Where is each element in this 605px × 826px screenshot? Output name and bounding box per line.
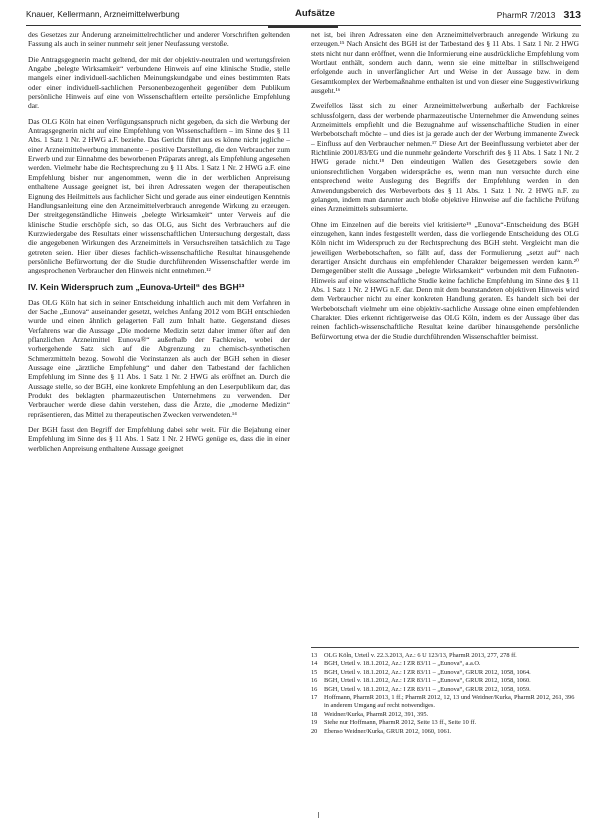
header-section-tab — [268, 26, 338, 28]
footnote-number: 18 — [311, 710, 318, 718]
header-journal-issue: PharmR 7/2013 — [496, 10, 556, 20]
footnote-number: 19 — [311, 719, 318, 727]
paragraph: Der BGH fasst den Begriff der Empfehlung dabei sehr weit. Für die Bejahung einer Empfehlung im Sinne des § 11 Abs. 1 Satz 1 Nr. 2 HWG genüge es, dass die in einer werblichen Anpreisung enthaltene Aussage geeignet — [28, 425, 290, 453]
footnote-number: 20 — [311, 727, 318, 735]
paragraph: des Gesetzes zur Änderung arzneimittelrechtlicher und anderer Vorschriften geltenden Fassung als auch in seiner nunmehr seit jener Neufassung verstoße. — [28, 30, 290, 49]
footnote-text: Siehe nur Hoffmann, PharmR 2012, Seite 13 ff., Seite 10 ff. — [324, 719, 477, 727]
footnotes — [311, 652, 579, 736]
footnote-rule — [311, 647, 579, 648]
footnote — [311, 669, 579, 677]
footnote — [311, 728, 579, 736]
paragraph: net ist, bei ihren Adressaten eine den Arzneimittelverbrauch anregende Wirkung zu erzeugen.¹⁵ Nach Ansicht des BGH ist der Tatbestand des § 11 Abs. 1 Satz 1 Nr. 2 HWG stets nicht nur dann eröffnet, wenn die Informierung eine ausdrückliche Empfehlung vom Wortlaut enthält, sondern auch dann, wenn sie eine mittelbar in stillschweigend erfolgende auch in unverfänglicher Art und Weise in der Aussage bzw. in dem Gesamtkomplex der Werbemaßnahme enthalten ist und von dieser eine Suggestivwirkung ausgeht.¹⁶ — [311, 30, 579, 96]
footnote — [311, 719, 579, 727]
right-column — [311, 30, 579, 347]
footnote-text: Weidner/Kurka, PharmR 2012, 391, 395. — [324, 710, 429, 718]
footnote — [311, 711, 579, 719]
paragraph: Das OLG Köln hat einen Verfügungsanspruch nicht gegeben, da sich die Werbung der Antragsgegnerin nicht auf eine Empfehlung von Wissenschaftlern – im Sinne des § 11 Abs. 1 Satz 1 Nr. 2 HWG a.F. beziehe. Das Gericht führt aus es könne nicht jegliche – einer Arzneimittelwerbung immanente – positive Darstellung, die den Verbraucher zum Erwerb und zur Einnahme des beworbenen Präparats anregt, als Empfehlung angesehen werden. Vielmehr habe die Rechtsprechung zu § 11 Abs. 1 Satz 1 Nr. 2 HWG a.F. eine Empfehlung bisher nur angenommen, wenn die in der werblichen Anpreisung enthaltene Aussage geeignet ist, bei ihren Adressaten wegen der therapeutischen Eignung des Heilmittels aus fachlicher Sicht und gerade aus einer eindeutigen Kenntnis Handlungsanleitung eine den Arzneimittelverbrauch anregende Wirkung zu erzeugen. Der streitgegenständliche Hinweis „belegte Wirksamkeit“ unter Verweis auf die klinische Studie erschöpfe sich, so das OLG, aus Sicht des Verbrauchers auf die Kurzwiedergabe des Resultats einer wissenschaftlichen Untersuchung dergestalt, dass die angegebenen Wirkungen des Arzneimittels in Versuchsreihen tatsächlich zu Tage getreten seien. Hier über dieses fachlich-wissenschaftliche Resultat hinausgehende persönliche Befürwortung der die Studie durchführenden Wissenschaftler werde im angesprochenen Verbraucher den Hinweis nicht entnehmen.¹² — [28, 116, 290, 276]
header-authors-title: Knauer, Kellermann, Arzneimittelwerbung — [26, 9, 180, 19]
footnote-number: 14 — [311, 660, 318, 668]
paragraph: Die Antragsgegnerin macht geltend, der mit der objektiv-neutralen und wertungsfreien Angabe „belegte Wirksamkeit“ verbundene Hinweis auf eine klinische Studie, stelle mangels einer individuell-sachlichen Meinungskundgabe und eines bestimmten Rats oder einer individuell-sachlichen Personenbezogenheit gegenüber dem Publikum persönliche Hinweis auf eine von Wissenschaftlern erteilte persönliche Empfehlung dar. — [28, 54, 290, 111]
left-column — [28, 30, 290, 453]
footnote-text: BGH, Urteil v. 18.1.2012, Az.: I ZR 83/11 – „Eunova“, GRUR 2012, 1058, 1060. — [324, 677, 531, 685]
footnote-number: 13 — [311, 652, 318, 659]
footnote — [311, 660, 579, 668]
footnote — [311, 686, 579, 694]
footnote — [311, 652, 579, 660]
paragraph: Ohne im Einzelnen auf die bereits viel kritisierte¹⁹ „Eunova“-Entscheidung des BGH einzugehen, kann indes festgestellt werden, dass die vorliegende Entscheidung des OLG Köln nicht im Widerspruch zu der Rechtsprechung des BGH steht. Vergleicht man die jeweiligen Werbebotschaften, so fällt auf, dass der Formulierung „setzt auf“ nach derartiger Ansicht durchaus ein empfehlender Charakter beigemessen werden kann.²⁰ Demgegenüber stellt die Aussage „belegte Wirksamkeit“ verbunden mit dem Fußnoten-Hinweis auf eine wissenschaftliche Studie keine fachliche Empfehlung im Sinne des § 11 Abs. 1 Satz 1 Nr. 2 HWG n.F. dar. Denn mit dem beanstandeten objektiven Hinweis wird dem Verbraucher nicht zu einer konkreten Handlung geraten. Es handelt sich bei der Werbebotschaft vielmehr um eine objektiv-sachliche Aussage ohne einen empfehlenden Charakter. Dies erkennt richtigerweise das OLG Köln, indem es der Aussage über das reinen fachlich-wissenschaftliche Resultat keine darüber hinausgehende persönliche Befürwortung etwa der die Studie durchführenden Wissenschaftler beimisst. — [311, 219, 579, 341]
paragraph: Zweifellos lässt sich zu einer Arzneimittelwerbung außerhalb der Fachkreise schlussfolgern, dass der werbende pharmazeutische Unternehmer die Anwendung seines Arzneimittels empfiehlt und die Bezugnahme auf wissenschaftliche Studien in einer Werbebotschaft möchte – und dies ist ja gerade auch der der Werbung immanente Zweck – Einfluss auf den Verbraucher nehmen.¹⁷ Diese Art der Beeinflussung verbietet aber der Richtlinie 2001/83/EG und die nunmehr geänderte Vorschrift des § 11 Abs. 1 Satz 1 Nr. 2 HWG gerade nicht.¹⁸ Den eindeutigen Wallen des Gesetzgebers sowie den unionsrechtlichen Vorgaben widerspräche es, wenn man nun versuchte durch eine entsprechend weite Auslegung des Begriffs der Empfehlung werden in den Anwendungsbereich des Werbeverbots des § 11 Abs. 1 Satz 1 Nr. 2 HWG n.F. zu gelangen, indem man darunter auch bloße objektive Hinweise auf die fachliche Prüfung eines Arzneimittels subsumierte. — [311, 101, 579, 214]
header-section: Aufsätze — [295, 8, 335, 19]
page-number: 313 — [563, 9, 581, 21]
page-bottom-mark — [318, 812, 323, 818]
footnote-number: 15 — [311, 668, 318, 676]
footnote — [311, 694, 579, 711]
footnote-text: BGH, Urteil v. 18.1.2012, Az.: I ZR 83/11 – „Eunova“, a.a.O. — [324, 660, 481, 668]
footnote-text: Ebenso Weidner/Kurka, GRUR 2012, 1060, 1061. — [324, 727, 452, 735]
running-header — [26, 6, 581, 24]
paragraph: Das OLG Köln hat sich in seiner Entscheidung inhaltlich auch mit dem Verfahren in der Sache „Eunova“ auseinander gesetzt, welches Anfang 2012 vom BGH entschieden wurde und einen ähnlich gelagerten Fall zum Inhalt hatte. Gegenstand dieses Verfahrens war die Aussage „Die moderne Medizin setzt daher immer öfter auf den pflanzlichen Arzneimittel Eunova®“ außerhalb der Fachkreise, wobei der vorhergehende Satz sich auf die Abgrenzung zu chemisch-synthetischen Schmerzmitteln bezog. Sowohl die Vorinstanzen als auch der BGH sehen in dieser Aussage eine „ärztliche Empfehlung“ und daher den Tatbestand der fachlichen Empfehlung im Sinne des § 11 Abs. 1 Satz 1 Nr. 2 HWG als eröffnet an. Durch die Aussage stelle, so der BGH, eine konkrete Empfehlung an den Leserpublikum dar, das Produkt des beklagten pharmazeutischen Unternehmens zu verwenden. Der Verbraucher werde diese dahin verstehen, dass die Ärzte, die „moderne Medizin“ repräsentieren, das Mittel zu therapeutischen Zwecken verwendeten.¹⁴ — [28, 297, 290, 419]
section-heading: IV. Kein Widerspruch zum „Eunova-Urteil“ des BGH¹³ — [28, 281, 245, 292]
footnote-text: BGH, Urteil v. 18.1.2012, Az.: I ZR 83/11 – „Eunova“, GRUR 2012, 1058, 1064. — [324, 668, 531, 676]
footnote — [311, 677, 579, 685]
footnote-number: 17 — [311, 694, 318, 702]
footnote-text: BGH, Urteil v. 18.1.2012, Az.: I ZR 83/11 – „Eunova“, GRUR 2012, 1058, 1059. — [324, 685, 531, 693]
footnote-text: Hoffmann, PharmR 2013, 1 ff.; PharmR 2012, 12, 13 und Weidner/Kurka, PharmR 2012, 261, 396 in anderem Umgang auf recht notwendiges. — [324, 694, 575, 710]
footnote-number: 16 — [311, 677, 318, 685]
header-journal — [497, 9, 581, 21]
footnote-text: OLG Köln, Urteil v. 22.3.2013, Az.: 6 U 123/13, PharmR 2013, 277, 278 ff. — [324, 652, 517, 659]
footnote-number: 16 — [311, 685, 318, 693]
